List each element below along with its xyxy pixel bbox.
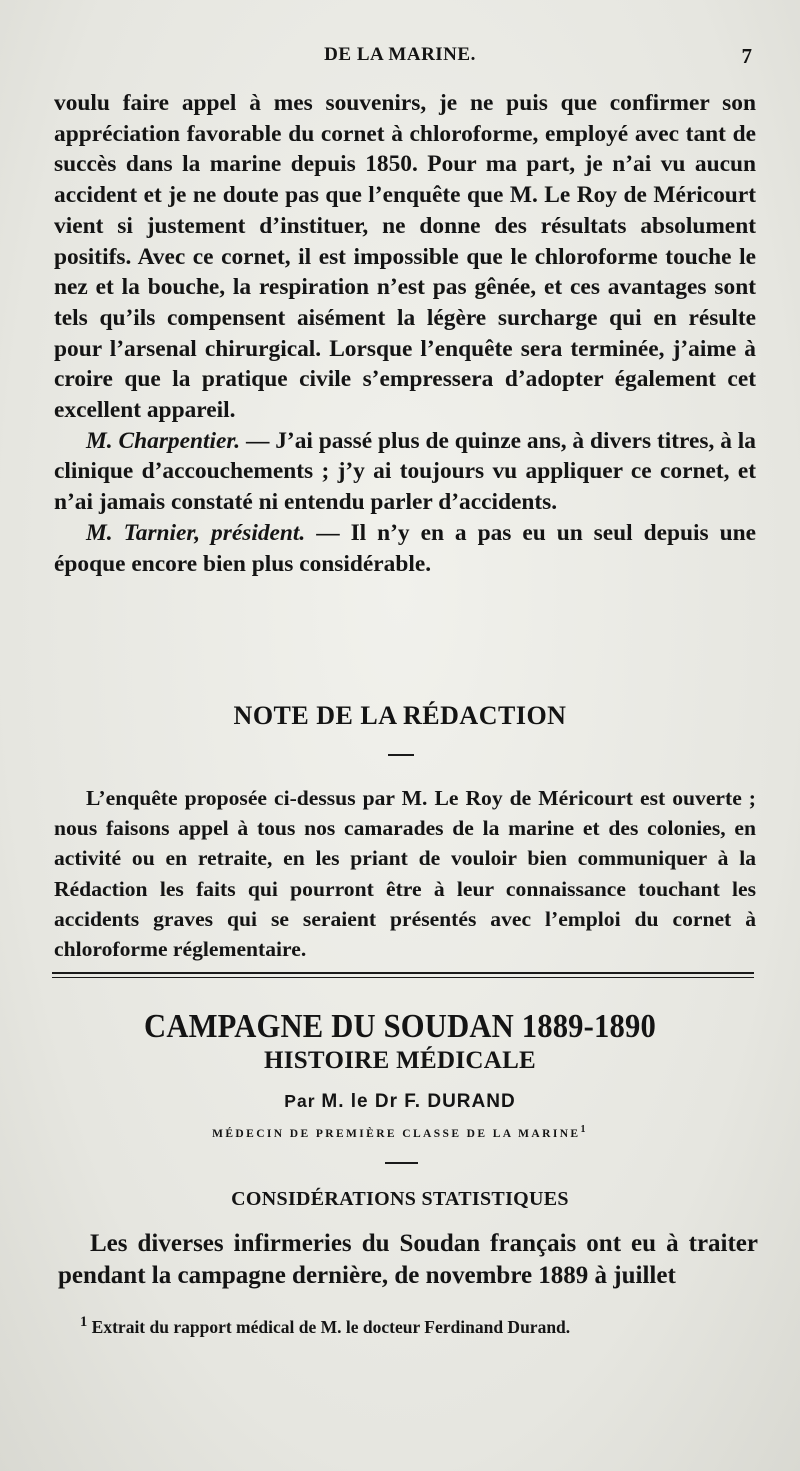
note-heading: NOTE DE LA RÉDACTION (233, 701, 567, 730)
divider-rule-top (52, 972, 754, 974)
running-head (0, 44, 800, 74)
paragraph-3 (54, 518, 756, 579)
paragraph-1: voulu faire appel à mes souvenirs, je ne puis que confirmer son appréciation favorable du cornet à chloroforme, employé avec tant de succès dans la marine depuis 1850. Pour ma part, je n’ai vu aucun accident et je ne doute pas que l’enquête que M. Le Roy de Méricourt vient si justement d’instituer, ne donne des résultats absolument positifs. Avec ce cornet, il est impossible que le chloroforme touche le nez et la bouche, la respiration n’est pas gênée, et ces avantages sont tels qu’ils compensent aisément la légère surcharge qui en résulte pour l’arsenal chirurgical. Lorsque l’enquête sera terminée, j’aime à croire que la pratique civile s’empressera d’adopter également cet excellent appareil. (54, 90, 756, 424)
running-title: DE LA MARINE. (324, 44, 476, 65)
speaker-tarnier: M. Tarnier, président. (86, 519, 306, 546)
paragraph-2 (54, 426, 756, 518)
article-opening-paragraph: Les diverses infirmeries du Soudan français ont eu à traiter pendant la campagne dernière, de novembre 1889 à juillet (58, 1230, 758, 1289)
note-text-block (54, 783, 756, 964)
divider-rule-bottom (52, 977, 754, 978)
article-body (58, 1228, 758, 1292)
section-dash-2 (385, 1162, 418, 1164)
section-heading: CONSIDÉRATIONS STATISTIQUES (231, 1188, 569, 1210)
footnote (80, 1314, 760, 1338)
author-prefix: Par (284, 1091, 316, 1111)
article-title: CAMPAGNE DU SOUDAN 1889-1890 (144, 1008, 656, 1045)
author-rank-line (0, 1124, 800, 1140)
paragraph-3-text: — Il n’y en a pas eu un seul depuis une époque encore bien plus considérable. (54, 519, 756, 577)
article-subtitle: HISTOIRE MÉDICALE (263, 1047, 537, 1074)
footnote-number: 1 (80, 1314, 88, 1330)
note-paragraph: L’enquête proposée ci-dessus par M. Le Roy de Méricourt est ouverte ; nous faisons appel à tous nos camarades de la marine et des colonies, en activité ou en retraite, en les priant de vouloir bien communiquer à la Rédaction les faits qui pourront être à leur connaissance touchant les accidents graves qui se seraient présentés avec l’emploi du cornet à chloroforme réglementaire. (54, 786, 756, 962)
text-block-1 (54, 88, 756, 579)
author-rank: MÉDECIN DE PREMIÈRE CLASSE DE LA MARINE (212, 1127, 581, 1140)
section-dash (388, 754, 414, 756)
paragraph-2-text: — J’ai passé plus de quinze ans, à divers titres, à la clinique d’accouchements ; j’y ai toujours vu appliquer ce cornet, et n’ai jamais constaté ni entendu parler d’accidents. (54, 427, 756, 516)
author-line (0, 1091, 800, 1113)
footnote-text: Extrait du rapport médical de M. le docteur Ferdinand Durand. (91, 1316, 571, 1337)
page-number: 7 (741, 44, 752, 68)
speaker-charpentier: M. Charpentier. (86, 427, 241, 454)
author-name: M. le Dr F. DURAND (321, 1091, 516, 1112)
footnote-marker: 1 (580, 1124, 588, 1135)
